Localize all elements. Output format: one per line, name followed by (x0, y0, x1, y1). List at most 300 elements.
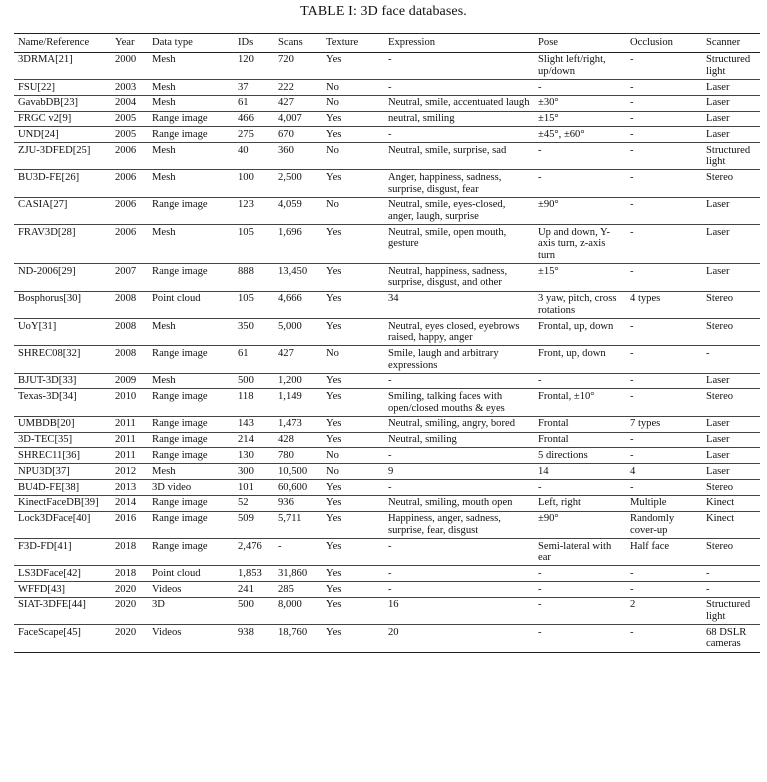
cell-scans: 936 (278, 497, 294, 509)
table-caption: TABLE I: 3D face databases. (300, 4, 467, 19)
cell-scans: 360 (278, 144, 294, 156)
cell-data-type: Mesh (152, 465, 176, 477)
cell-data-type: Range image (152, 391, 208, 403)
cell-occlusion: - (630, 97, 634, 109)
cell-scans: 780 (278, 450, 294, 461)
cell-scanner: Stereo (706, 320, 734, 332)
cell-texture: No (326, 347, 339, 359)
cell-name: BJUT-3D[33] (18, 375, 77, 387)
table-row (14, 291, 760, 318)
cell-data-type: Mesh (152, 144, 176, 156)
cell-scans: 31,860 (278, 567, 308, 579)
cell-name: ND-2006[29] (18, 265, 76, 277)
cell-occlusion: - (630, 199, 634, 211)
cell-scanner: Stereo (706, 481, 734, 493)
cell-expression: Smile, laugh and arbitrary expressions (388, 347, 499, 371)
cell-texture: No (326, 465, 339, 477)
cell-scanner: Laser (706, 465, 730, 477)
cell-data-type: 3D (152, 599, 165, 611)
cell-data-type: Range image (152, 450, 208, 461)
cell-year: 2020 (115, 599, 137, 611)
cell-pose: ±90° (538, 199, 559, 211)
cell-texture: Yes (326, 497, 342, 509)
cell-name: KinectFaceDB[39] (18, 497, 99, 509)
column-header-name: Name/Reference (14, 34, 111, 53)
cell-pose: ±90° (538, 513, 559, 525)
cell-occlusion: 4 types (630, 293, 661, 305)
table-row (14, 538, 760, 565)
cell-pose: 14 (538, 465, 549, 477)
cell-year: 2005 (115, 128, 137, 140)
cell-ids: 105 (238, 293, 254, 305)
cell-ids: 143 (238, 418, 254, 430)
cell-texture: Yes (326, 540, 342, 552)
cell-name: CASIA[27] (18, 199, 68, 211)
cell-texture: Yes (326, 599, 342, 611)
cell-scans: 222 (278, 81, 294, 93)
cell-scanner: Structured light (706, 54, 751, 77)
column-header-scanner: Scanner (702, 34, 760, 53)
cell-name: NPU3D[37] (18, 465, 70, 477)
cell-texture: Yes (326, 128, 342, 140)
cell-year: 2004 (115, 97, 137, 109)
cell-occlusion: Multiple (630, 497, 667, 509)
cell-data-type: Videos (152, 626, 182, 638)
cell-occlusion: - (630, 172, 634, 184)
cell-year: 2006 (115, 199, 137, 211)
table-row (14, 597, 760, 624)
cell-texture: No (326, 144, 339, 156)
cell-data-type: Mesh (152, 81, 176, 93)
cell-name: LS3DFace[42] (18, 567, 81, 579)
cell-scans: 2,500 (278, 172, 302, 184)
cell-name: SHREC11[36] (18, 450, 80, 461)
cell-year: 2020 (115, 583, 137, 595)
header-row (14, 34, 760, 53)
cell-expression: 9 (388, 465, 394, 477)
cell-expression: - (388, 54, 392, 66)
cell-texture: Yes (326, 265, 342, 277)
cell-scanner: Laser (706, 128, 730, 140)
cell-pose: ±15° (538, 265, 559, 277)
table-row (14, 373, 760, 389)
cell-scans: 427 (278, 97, 294, 109)
cell-occlusion: - (630, 320, 634, 332)
column-header-ids: IDs (234, 34, 274, 53)
cell-name: FRAV3D[28] (18, 226, 76, 238)
table-row (14, 464, 760, 480)
cell-expression: - (388, 567, 392, 579)
cell-texture: Yes (326, 391, 342, 403)
cell-texture: No (326, 450, 339, 461)
cell-year: 2008 (115, 347, 137, 359)
column-header-expression: Expression (384, 34, 534, 53)
cell-ids: 350 (238, 320, 254, 332)
cell-ids: 101 (238, 481, 254, 493)
cell-ids: 61 (238, 347, 249, 359)
cell-expression: Happiness, anger, sadness, surprise, fear, disgust (388, 513, 501, 536)
cell-scanner: Laser (706, 97, 730, 109)
cell-texture: Yes (326, 513, 342, 525)
cell-texture: Yes (326, 583, 342, 595)
column-header-scans: Scans (274, 34, 322, 53)
cell-scanner: Kinect (706, 497, 735, 509)
cell-expression: Smiling, talking faces with open/closed mouths & eyes (388, 391, 505, 414)
cell-expression: neutral, smiling (388, 113, 455, 125)
cell-pose: - (538, 81, 542, 93)
column-header-occlusion: Occlusion (626, 34, 702, 53)
cell-year: 2005 (115, 113, 137, 125)
cell-data-type: Range image (152, 497, 208, 509)
cell-year: 2011 (115, 450, 136, 461)
cell-texture: Yes (326, 320, 342, 332)
cell-texture: Yes (326, 418, 342, 430)
cell-ids: 214 (238, 434, 254, 446)
table-row (14, 389, 760, 416)
table-row (14, 264, 760, 291)
cell-name: SIAT-3DFE[44] (18, 599, 86, 611)
cell-pose: Semi-lateral with ear (538, 540, 612, 564)
cell-occlusion: - (630, 347, 634, 359)
cell-name: 3D-TEC[35] (18, 434, 73, 446)
cell-expression: 20 (388, 626, 399, 638)
cell-expression: Neutral, smiling, angry, bored (388, 418, 515, 430)
cell-expression: - (388, 583, 392, 595)
cell-occlusion: Half face (630, 540, 670, 552)
cell-scanner: Laser (706, 81, 730, 93)
cell-year: 2007 (115, 265, 137, 277)
cell-pose: Frontal (538, 434, 569, 446)
table-row (14, 143, 760, 170)
cell-data-type: Range image (152, 418, 208, 430)
cell-occlusion: - (630, 450, 634, 461)
cell-scanner: Stereo (706, 293, 734, 305)
cell-year: 2012 (115, 465, 137, 477)
cell-ids: 118 (238, 391, 254, 403)
cell-data-type: Mesh (152, 97, 176, 109)
cell-scanner: Laser (706, 375, 730, 387)
cell-name: FSU[22] (18, 81, 56, 93)
cell-scanner: Laser (706, 450, 730, 461)
cell-pose: - (538, 481, 542, 493)
cell-pose: ±30° (538, 97, 559, 109)
cell-name: FaceScape[45] (18, 626, 81, 638)
table-row (14, 127, 760, 143)
cell-year: 2011 (115, 418, 136, 430)
cell-occlusion: - (630, 128, 634, 140)
cell-texture: Yes (326, 293, 342, 305)
cell-scanner: Laser (706, 199, 730, 211)
cell-pose: 5 directions (538, 450, 588, 461)
cell-expression: - (388, 375, 392, 387)
cell-name: UoY[31] (18, 320, 57, 332)
cell-scans: 10,500 (278, 465, 308, 477)
cell-ids: 120 (238, 54, 254, 66)
cell-scanner: - (706, 567, 710, 579)
cell-texture: Yes (326, 113, 342, 125)
table-row (14, 625, 760, 652)
cell-name: F3D-FD[41] (18, 540, 72, 552)
cell-scans: 427 (278, 347, 294, 359)
cell-ids: 300 (238, 465, 254, 477)
cell-data-type: Mesh (152, 54, 176, 66)
cell-year: 2008 (115, 320, 137, 332)
cell-data-type: Range image (152, 540, 208, 552)
table-row (14, 95, 760, 111)
cell-name: ZJU-3DFED[25] (18, 144, 91, 156)
cell-ids: 1,853 (238, 567, 262, 579)
cell-scans: 18,760 (278, 626, 308, 638)
cell-year: 2016 (115, 513, 137, 525)
cell-ids: 61 (238, 97, 249, 109)
cell-scanner: Laser (706, 265, 730, 277)
cell-data-type: Range image (152, 347, 208, 359)
table-row (14, 479, 760, 495)
cell-pose: ±45°, ±60° (538, 128, 585, 140)
cell-texture: No (326, 97, 339, 109)
cell-scans: 1,473 (278, 418, 302, 430)
table-row (14, 511, 760, 538)
cell-expression: Neutral, smile, eyes-closed, anger, laugh, surprise (388, 199, 506, 223)
cell-texture: Yes (326, 481, 342, 493)
cell-year: 2003 (115, 81, 137, 93)
cell-scanner: Structured light (706, 599, 751, 623)
cell-scans: 4,666 (278, 293, 302, 305)
table-row (14, 79, 760, 95)
cell-data-type: Mesh (152, 226, 176, 238)
cell-data-type: Mesh (152, 320, 176, 332)
cell-data-type: 3D video (152, 481, 192, 493)
cell-pose: Slight left/right, up/down (538, 54, 606, 77)
table-row (14, 566, 760, 582)
cell-year: 2006 (115, 226, 137, 238)
face-databases-table (14, 33, 760, 653)
cell-year: 2006 (115, 172, 137, 184)
cell-texture: Yes (326, 375, 342, 387)
cell-data-type: Range image (152, 128, 208, 140)
table-row (14, 582, 760, 598)
cell-year: 2018 (115, 540, 137, 552)
table-row (14, 432, 760, 448)
cell-scanner: - (706, 583, 710, 595)
cell-name: GavabDB[23] (18, 97, 79, 109)
cell-expression: Neutral, smiling (388, 434, 457, 446)
cell-pose: ±15° (538, 113, 559, 125)
cell-data-type: Range image (152, 513, 208, 525)
cell-texture: Yes (326, 567, 342, 579)
cell-name: Bosphorus[30] (18, 293, 81, 305)
cell-scans: 5,000 (278, 320, 302, 332)
cell-texture: Yes (326, 226, 342, 238)
cell-ids: 105 (238, 226, 254, 238)
cell-scanner: Stereo (706, 391, 734, 403)
table-row (14, 416, 760, 432)
cell-texture: Yes (326, 54, 342, 66)
cell-data-type: Point cloud (152, 567, 201, 579)
cell-texture: Yes (326, 434, 342, 446)
cell-pose: - (538, 375, 542, 387)
cell-scanner: Stereo (706, 540, 734, 552)
cell-scanner: Stereo (706, 172, 734, 184)
cell-data-type: Mesh (152, 375, 176, 387)
cell-pose: - (538, 567, 542, 579)
cell-pose: - (538, 626, 542, 638)
cell-texture: Yes (326, 626, 342, 638)
cell-name: 3DRMA[21] (18, 54, 73, 66)
cell-pose: 3 yaw, pitch, cross rotations (538, 293, 617, 316)
cell-occlusion: - (630, 226, 634, 238)
cell-ids: 500 (238, 599, 254, 611)
cell-ids: 888 (238, 265, 254, 277)
cell-ids: 275 (238, 128, 254, 140)
cell-occlusion: - (630, 434, 634, 446)
cell-year: 2009 (115, 375, 137, 387)
cell-occlusion: - (630, 626, 634, 638)
cell-ids: 130 (238, 450, 254, 461)
cell-scans: 1,696 (278, 226, 302, 238)
cell-name: BU4D-FE[38] (18, 481, 80, 493)
cell-scanner: Structured light (706, 144, 751, 168)
cell-name: SHREC08[32] (18, 347, 81, 359)
table-row (14, 318, 760, 345)
cell-ids: 123 (238, 199, 254, 211)
column-header-data-type: Data type (148, 34, 234, 53)
table-row (14, 170, 760, 197)
cell-expression: - (388, 481, 392, 493)
cell-occlusion: - (630, 54, 634, 66)
cell-scans: 4,007 (278, 113, 302, 125)
cell-scans: 5,711 (278, 513, 302, 525)
cell-name: UND[24] (18, 128, 59, 140)
cell-occlusion: Randomly cover-up (630, 513, 675, 536)
cell-expression: Neutral, smile, surprise, sad (388, 144, 507, 156)
cell-scans: 60,600 (278, 481, 308, 493)
cell-data-type: Mesh (152, 172, 176, 184)
cell-ids: 938 (238, 626, 254, 638)
cell-scans: 4,059 (278, 199, 302, 211)
cell-pose: Frontal, ±10° (538, 391, 595, 403)
cell-scanner: 68 DSLR cameras (706, 626, 747, 650)
column-header-year: Year (111, 34, 148, 53)
cell-name: Lock3DFace[40] (18, 513, 91, 525)
cell-expression: Neutral, happiness, sadness, surprise, disgust, and other (388, 265, 508, 289)
cell-year: 2008 (115, 293, 137, 305)
cell-occlusion: 2 (630, 599, 636, 611)
column-header-pose: Pose (534, 34, 626, 53)
table-header (14, 34, 760, 53)
table-row (14, 52, 760, 79)
cell-expression: - (388, 81, 392, 93)
cell-scans: 720 (278, 54, 294, 66)
cell-occlusion: - (630, 81, 634, 93)
cell-year: 2006 (115, 144, 137, 156)
table-row (14, 495, 760, 511)
cell-data-type: Range image (152, 265, 208, 277)
cell-scans: 1,149 (278, 391, 302, 403)
cell-data-type: Range image (152, 113, 208, 125)
cell-name: BU3D-FE[26] (18, 172, 80, 184)
cell-occlusion: 4 (630, 465, 636, 477)
cell-year: 2013 (115, 481, 137, 493)
cell-ids: 100 (238, 172, 254, 184)
cell-occlusion: - (630, 265, 634, 277)
cell-scans: 428 (278, 434, 294, 446)
cell-pose: Frontal (538, 418, 569, 430)
cell-scanner: Laser (706, 418, 730, 430)
table-row (14, 197, 760, 224)
table-body (14, 52, 760, 652)
cell-expression: Neutral, smile, accentuated laugh (388, 97, 530, 109)
cell-ids: 2,476 (238, 540, 262, 552)
cell-scanner: Laser (706, 113, 730, 125)
cell-ids: 500 (238, 375, 254, 387)
table-row (14, 225, 760, 264)
cell-scans: 13,450 (278, 265, 308, 277)
cell-data-type: Videos (152, 583, 182, 595)
table-container (14, 33, 760, 653)
cell-occlusion: - (630, 144, 634, 156)
cell-pose: Frontal, up, down (538, 320, 614, 332)
cell-expression: Neutral, smile, open mouth, gesture (388, 226, 507, 250)
cell-year: 2020 (115, 626, 137, 638)
cell-occlusion: - (630, 391, 634, 403)
table-row (14, 346, 760, 373)
cell-scans: 8,000 (278, 599, 302, 611)
cell-occlusion: - (630, 583, 634, 595)
cell-year: 2000 (115, 54, 137, 66)
cell-pose: - (538, 144, 542, 156)
cell-occlusion: - (630, 481, 634, 493)
cell-ids: 241 (238, 583, 254, 595)
cell-scans: 670 (278, 128, 294, 140)
table-row (14, 111, 760, 127)
cell-year: 2010 (115, 391, 137, 403)
cell-data-type: Range image (152, 434, 208, 446)
cell-ids: 52 (238, 497, 249, 509)
cell-ids: 466 (238, 113, 254, 125)
cell-pose: Front, up, down (538, 347, 606, 359)
cell-expression: - (388, 128, 392, 140)
cell-scanner: Laser (706, 434, 730, 446)
cell-ids: 40 (238, 144, 249, 156)
cell-expression: Anger, happiness, sadness, surprise, disgust, fear (388, 172, 502, 195)
cell-occlusion: - (630, 375, 634, 387)
cell-data-type: Point cloud (152, 293, 201, 305)
column-header-texture: Texture (322, 34, 384, 53)
cell-ids: 509 (238, 513, 254, 525)
cell-expression: Neutral, eyes closed, eyebrows raised, happy, anger (388, 320, 520, 344)
cell-occlusion: 7 types (630, 418, 661, 430)
cell-year: 2011 (115, 434, 136, 446)
cell-expression: 34 (388, 293, 399, 305)
cell-scanner: Laser (706, 226, 730, 238)
cell-name: WFFD[43] (18, 583, 66, 595)
cell-occlusion: - (630, 567, 634, 579)
cell-data-type: Range image (152, 199, 208, 211)
cell-year: 2014 (115, 497, 137, 509)
cell-scans: 1,200 (278, 375, 302, 387)
cell-occlusion: - (630, 113, 634, 125)
cell-pose: Up and down, Y-axis turn, z-axis turn (538, 226, 610, 261)
cell-scanner: Kinect (706, 513, 735, 525)
cell-texture: No (326, 81, 339, 93)
cell-texture: Yes (326, 172, 342, 184)
cell-pose: Left, right (538, 497, 581, 509)
cell-name: UMBDB[20] (18, 418, 75, 430)
cell-scans: 285 (278, 583, 294, 595)
cell-name: FRGC v2[9] (18, 113, 72, 125)
cell-pose: - (538, 583, 542, 595)
